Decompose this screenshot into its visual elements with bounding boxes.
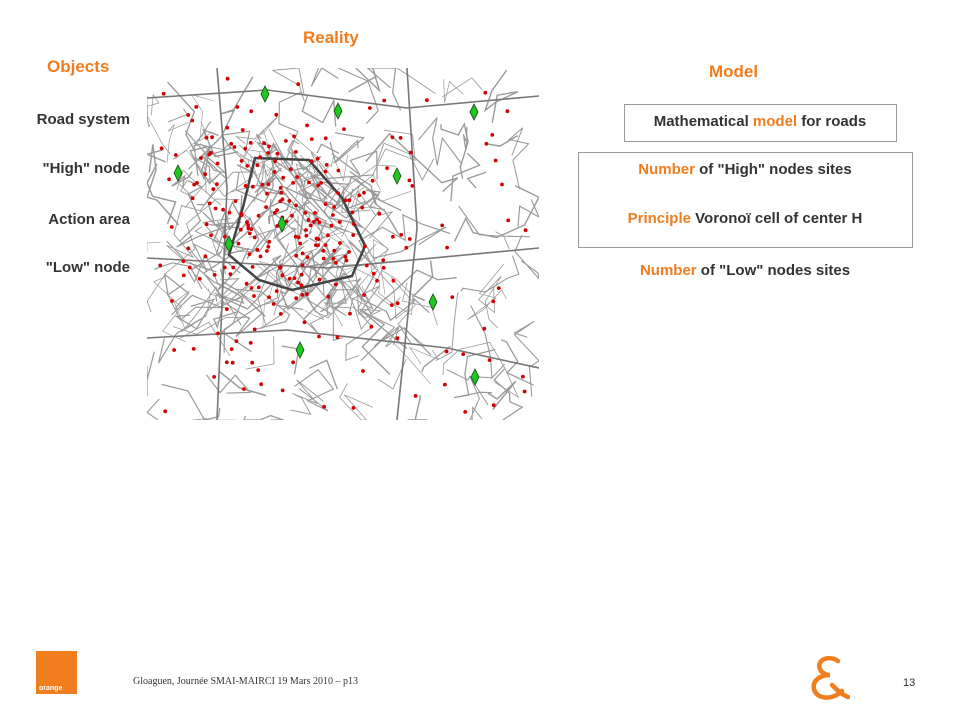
low-node-marker — [326, 233, 330, 237]
low-node-marker — [497, 286, 501, 290]
low-node-marker — [306, 255, 310, 259]
low-node-marker — [303, 320, 307, 324]
low-node-marker — [330, 224, 334, 228]
low-node-marker — [399, 233, 403, 237]
low-node-marker — [332, 249, 336, 253]
low-node-marker — [248, 232, 252, 236]
low-node-marker — [257, 214, 261, 218]
model-road-text — [624, 113, 896, 130]
low-node-marker — [399, 136, 403, 140]
low-node-marker — [289, 167, 293, 171]
low-node-marker — [332, 257, 336, 261]
low-node-marker — [334, 261, 338, 265]
low-node-marker — [294, 254, 298, 258]
orange-logo — [36, 651, 77, 694]
low-node-marker — [228, 211, 232, 215]
low-node-marker — [253, 236, 257, 240]
low-node-marker — [194, 105, 198, 109]
low-node-marker — [265, 192, 269, 196]
low-node-marker — [240, 213, 244, 217]
low-node-marker — [174, 153, 178, 157]
low-node-marker — [221, 208, 225, 212]
low-node-marker — [284, 139, 288, 143]
low-node-marker — [264, 205, 268, 209]
low-node-marker — [273, 170, 277, 174]
model-low-post: of "Low" nodes sites — [696, 262, 851, 279]
low-node-marker — [234, 199, 238, 203]
low-node-marker — [338, 241, 342, 245]
low-node-marker — [288, 277, 292, 281]
low-node-marker — [258, 155, 262, 159]
low-node-marker — [253, 328, 257, 332]
low-node-marker — [324, 136, 328, 140]
low-node-marker — [506, 219, 510, 223]
low-node-marker — [392, 279, 396, 283]
low-node-marker — [208, 202, 212, 206]
low-node-marker — [377, 212, 381, 216]
low-node-marker — [281, 273, 285, 277]
low-node-marker — [162, 92, 166, 96]
low-node-marker — [216, 332, 220, 336]
low-node-marker — [363, 245, 367, 249]
low-node-marker — [310, 159, 314, 163]
reality-heading: Reality — [303, 28, 359, 47]
model-high-post: of "High" nodes sites — [694, 161, 852, 178]
low-node-marker — [347, 250, 351, 254]
low-node-marker — [491, 300, 495, 304]
low-node-marker — [279, 312, 283, 316]
low-node-marker — [230, 347, 234, 351]
low-node-marker — [235, 339, 239, 343]
low-node-marker — [322, 405, 326, 409]
low-node-marker — [482, 327, 486, 331]
low-node-marker — [212, 375, 216, 379]
low-node-marker — [242, 387, 246, 391]
low-node-marker — [297, 236, 301, 240]
low-node-marker — [345, 259, 349, 263]
low-node-marker — [259, 255, 263, 259]
low-node-marker — [385, 166, 389, 170]
low-node-marker — [229, 142, 233, 146]
low-node-marker — [396, 301, 400, 305]
low-node-marker — [252, 294, 256, 298]
low-node-marker — [290, 214, 294, 218]
low-node-marker — [316, 157, 320, 161]
low-node-marker — [167, 177, 171, 181]
low-node-marker — [191, 196, 195, 200]
low-node-marker — [322, 249, 326, 253]
low-node-marker — [348, 198, 352, 202]
low-node-marker — [334, 283, 338, 287]
low-node-marker — [267, 182, 271, 186]
low-node-marker — [338, 220, 342, 224]
low-node-marker — [294, 204, 298, 208]
low-node-marker — [281, 176, 285, 180]
low-node-marker — [304, 228, 308, 232]
low-node-marker — [450, 295, 454, 299]
low-node-marker — [317, 237, 321, 241]
low-node-marker — [307, 218, 311, 222]
low-node-marker — [336, 335, 340, 339]
low-node-marker — [310, 137, 314, 141]
low-node-marker — [186, 247, 190, 251]
low-node-marker — [226, 77, 230, 81]
low-node-marker — [391, 135, 395, 139]
low-node-marker — [490, 133, 494, 137]
low-node-marker — [240, 159, 244, 163]
low-node-marker — [170, 225, 174, 229]
low-node-marker — [390, 303, 394, 307]
low-node-marker — [205, 222, 209, 226]
low-node-marker — [243, 147, 247, 151]
low-node-marker — [362, 293, 366, 297]
model-area-accent: Principle — [627, 210, 691, 227]
low-node-marker — [211, 187, 215, 191]
model-low-accent: Number — [639, 262, 697, 279]
low-node-marker — [245, 164, 249, 168]
low-node-marker — [404, 246, 408, 250]
low-node-marker — [352, 406, 356, 410]
low-node-marker — [190, 119, 194, 123]
low-node-marker — [322, 257, 326, 261]
low-node-marker — [326, 295, 330, 299]
low-node-marker — [360, 206, 364, 210]
low-node-marker — [318, 220, 322, 224]
low-node-marker — [296, 82, 300, 86]
low-node-marker — [357, 194, 361, 198]
low-node-marker — [332, 205, 336, 209]
low-node-marker — [382, 266, 386, 270]
low-node-marker — [279, 191, 283, 195]
low-node-marker — [229, 272, 233, 276]
low-node-marker — [210, 135, 214, 139]
low-node-marker — [291, 181, 295, 185]
low-node-marker — [521, 375, 525, 379]
low-node-marker — [362, 191, 366, 195]
low-node-marker — [319, 181, 323, 185]
low-node-marker — [273, 159, 277, 163]
low-node-marker — [368, 106, 372, 110]
map-background — [147, 68, 539, 420]
low-node-marker — [278, 199, 282, 203]
low-node-marker — [344, 255, 348, 259]
low-node-marker — [483, 91, 487, 95]
low-node-marker — [244, 184, 248, 188]
low-node-marker — [295, 175, 299, 179]
low-node-marker — [223, 266, 227, 270]
ampersand-logo-icon — [808, 655, 850, 701]
low-node-marker — [331, 213, 335, 217]
low-node-marker — [408, 237, 412, 241]
low-node-marker — [256, 248, 260, 252]
low-node-marker — [375, 279, 379, 283]
low-node-marker — [245, 220, 249, 224]
low-node-marker — [506, 109, 510, 113]
low-node-marker — [267, 295, 271, 299]
low-node-marker — [192, 347, 196, 351]
low-node-marker — [256, 368, 260, 372]
low-node-marker — [204, 255, 208, 259]
low-node-marker — [275, 208, 279, 212]
low-node-marker — [293, 276, 297, 280]
low-node-marker — [209, 233, 213, 237]
low-node-marker — [317, 335, 321, 339]
low-node-marker — [294, 150, 298, 154]
model-road-pre: Mathematical — [653, 113, 753, 130]
low-node-marker — [267, 145, 271, 149]
low-node-marker — [198, 277, 202, 281]
object-road-system: Road system — [36, 111, 130, 128]
low-node-marker — [300, 273, 304, 277]
low-node-marker — [461, 352, 465, 356]
low-node-marker — [291, 360, 295, 364]
low-node-marker — [251, 265, 255, 269]
orange-logo-text: orange — [39, 685, 63, 692]
low-node-marker — [307, 181, 311, 185]
low-node-marker — [396, 336, 400, 340]
low-node-marker — [337, 169, 341, 173]
low-node-marker — [414, 394, 418, 398]
low-node-marker — [279, 186, 283, 190]
low-node-marker — [249, 141, 253, 145]
low-node-marker — [303, 211, 307, 215]
low-node-marker — [445, 350, 449, 354]
city-road-map — [147, 68, 539, 420]
objects-heading: Objects — [47, 57, 110, 76]
low-node-marker — [188, 266, 192, 270]
low-node-marker — [352, 222, 356, 226]
low-node-marker — [445, 246, 449, 250]
low-node-marker — [245, 282, 249, 286]
low-node-marker — [261, 183, 265, 187]
low-node-marker — [276, 152, 280, 156]
model-high-text — [578, 161, 912, 178]
low-node-marker — [247, 226, 251, 230]
low-node-marker — [267, 240, 271, 244]
low-node-marker — [249, 341, 253, 345]
low-node-marker — [257, 286, 261, 290]
low-node-marker — [160, 146, 164, 150]
low-node-marker — [305, 292, 309, 296]
model-area-text — [578, 210, 912, 227]
low-node-marker — [199, 156, 203, 160]
object-low-node: "Low" node — [45, 259, 130, 276]
low-node-marker — [205, 136, 209, 140]
low-node-marker — [488, 358, 492, 362]
low-node-marker — [251, 185, 255, 189]
low-node-marker — [523, 390, 527, 394]
low-node-marker — [410, 184, 414, 188]
low-node-marker — [301, 263, 305, 267]
low-node-marker — [301, 293, 305, 297]
low-node-marker — [391, 235, 395, 239]
low-node-marker — [207, 153, 211, 157]
low-node-marker — [223, 235, 227, 239]
low-node-marker — [382, 99, 386, 103]
low-node-marker — [265, 249, 269, 253]
low-node-marker — [231, 266, 235, 270]
page-number: 13 — [903, 677, 916, 689]
low-node-marker — [351, 233, 355, 237]
low-node-marker — [256, 163, 260, 167]
low-node-marker — [279, 265, 283, 269]
low-node-marker — [250, 361, 254, 365]
low-node-marker — [203, 172, 207, 176]
low-node-marker — [259, 382, 263, 386]
low-node-marker — [281, 389, 285, 393]
low-node-marker — [443, 383, 447, 387]
model-road-post: for roads — [797, 113, 867, 130]
model-area-post: Voronoï cell of center H — [690, 210, 863, 227]
low-node-marker — [325, 163, 329, 167]
footer-citation: Gloaguen, Journée SMAI-MAIRCI 19 Mars 2010 – p13 — [133, 676, 358, 687]
low-node-marker — [192, 183, 196, 187]
low-node-marker — [336, 191, 340, 195]
low-node-marker — [249, 109, 253, 113]
low-node-marker — [248, 252, 252, 256]
low-node-marker — [408, 179, 412, 183]
low-node-marker — [301, 252, 305, 256]
low-node-marker — [272, 302, 276, 306]
low-node-marker — [225, 126, 229, 130]
low-node-marker — [361, 369, 365, 373]
low-node-marker — [181, 259, 185, 263]
low-node-marker — [313, 211, 317, 215]
low-node-marker — [324, 202, 328, 206]
low-node-marker — [213, 273, 217, 277]
low-node-marker — [231, 361, 235, 365]
low-node-marker — [233, 145, 237, 149]
low-node-marker — [324, 243, 328, 247]
low-node-marker — [237, 242, 241, 246]
low-node-marker — [266, 245, 270, 249]
low-node-marker — [292, 135, 296, 139]
low-node-marker — [351, 210, 355, 214]
low-node-marker — [342, 127, 346, 131]
model-low-text — [578, 262, 912, 279]
low-node-marker — [309, 224, 313, 228]
low-node-marker — [250, 286, 254, 290]
low-node-marker — [298, 242, 302, 246]
object-high-node: "High" node — [42, 160, 130, 177]
low-node-marker — [163, 409, 167, 413]
low-node-marker — [262, 141, 266, 145]
low-node-marker — [225, 307, 229, 311]
low-node-marker — [344, 198, 348, 202]
low-node-marker — [170, 299, 174, 303]
model-high-accent: Number — [638, 161, 695, 178]
low-node-marker — [440, 224, 444, 228]
low-node-marker — [324, 170, 328, 174]
low-node-marker — [172, 348, 176, 352]
low-node-marker — [372, 272, 376, 276]
low-node-marker — [371, 179, 375, 183]
low-node-marker — [305, 234, 309, 238]
low-node-marker — [463, 410, 467, 414]
low-node-marker — [216, 162, 220, 166]
low-node-marker — [485, 142, 489, 146]
low-node-marker — [275, 289, 279, 293]
low-node-marker — [312, 220, 316, 224]
low-node-marker — [524, 228, 528, 232]
low-node-marker — [214, 207, 218, 211]
low-node-marker — [235, 105, 239, 109]
low-node-marker — [492, 403, 496, 407]
low-node-marker — [370, 325, 374, 329]
low-node-marker — [296, 281, 300, 285]
low-node-marker — [225, 360, 229, 364]
low-node-marker — [274, 113, 278, 117]
low-node-marker — [182, 274, 186, 278]
low-node-marker — [294, 296, 298, 300]
low-node-marker — [241, 128, 245, 132]
low-node-marker — [239, 228, 243, 232]
low-node-marker — [186, 113, 190, 117]
object-action-area: Action area — [48, 211, 130, 228]
low-node-marker — [287, 199, 291, 203]
low-node-marker — [318, 278, 322, 282]
low-node-marker — [300, 284, 304, 288]
low-node-marker — [409, 151, 413, 155]
low-node-marker — [348, 312, 352, 316]
model-heading: Model — [709, 62, 759, 81]
low-node-marker — [215, 182, 219, 186]
low-node-marker — [316, 184, 320, 188]
low-node-marker — [381, 258, 385, 262]
low-node-marker — [365, 264, 369, 268]
model-road-accent: model — [752, 113, 798, 130]
low-node-marker — [266, 151, 270, 155]
low-node-marker — [158, 264, 162, 268]
low-node-marker — [316, 243, 320, 247]
low-node-marker — [425, 98, 429, 102]
low-node-marker — [494, 159, 498, 163]
low-node-marker — [500, 183, 504, 187]
low-node-marker — [305, 124, 309, 128]
